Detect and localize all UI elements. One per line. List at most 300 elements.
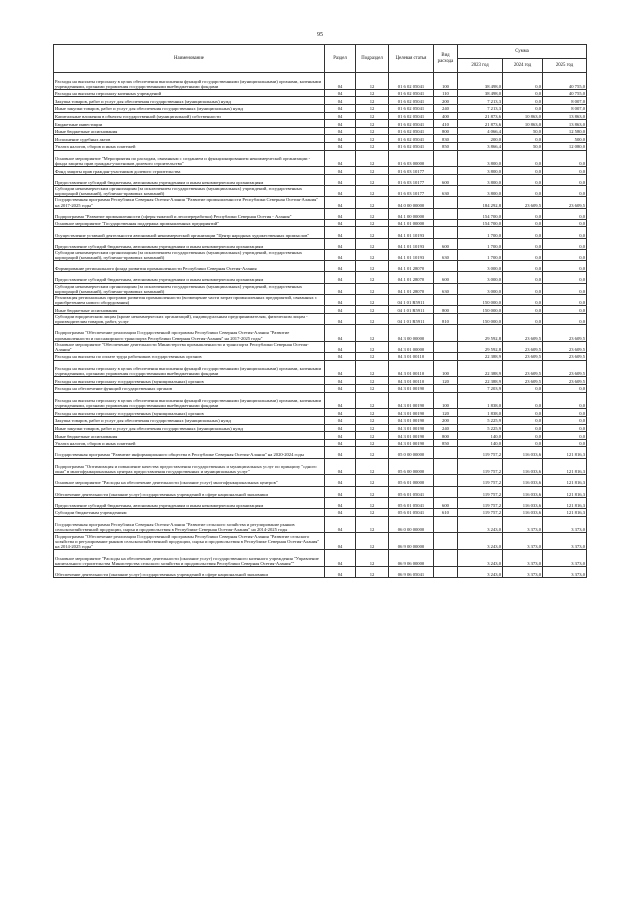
- row-section: 04: [325, 227, 356, 238]
- row-target: 04 1 00 00000: [389, 208, 434, 219]
- row-subsection: 12: [356, 353, 389, 361]
- row-2025: 40 755,0: [543, 73, 587, 90]
- row-2023: 22 388,9: [458, 360, 503, 377]
- row-2025: 0,0: [543, 385, 587, 393]
- row-2025: 8 007,0: [543, 97, 587, 105]
- row-section: 04: [325, 341, 356, 352]
- row-section: 04: [325, 197, 356, 208]
- row-2024: 0,0: [503, 150, 543, 167]
- row-subsection: 12: [356, 508, 389, 516]
- row-name: Расходы на выплаты персоналу государственных (муниципальных) органов: [54, 409, 325, 417]
- row-subsection: 12: [356, 272, 389, 283]
- table-row: [54, 174, 587, 185]
- row-name: Иные закупки товаров, работ и услуг для обеспечения государственных (муниципальных) нужд: [54, 104, 325, 112]
- table-row: [54, 550, 587, 567]
- row-2025: 23 609,5: [543, 324, 587, 341]
- table-row: [54, 150, 587, 167]
- row-2024: 0,0: [503, 227, 543, 238]
- row-name: Субсидии некоммерческим организациям (за исключением государственных (муниципальных) учреждений, государственных корпораций (компаний), публично-правовых компаний): [54, 186, 325, 197]
- row-name: Расходы на выплаты по оплате труда работников государственных органов: [54, 353, 325, 361]
- row-target: 04 3 01 00190: [389, 385, 434, 393]
- row-2024: 116 033,6: [503, 458, 543, 475]
- row-section: 04: [325, 475, 356, 486]
- row-2025: 3 373,0: [543, 516, 587, 533]
- row-2025: 0,0: [543, 261, 587, 272]
- row-section: 04: [325, 73, 356, 90]
- row-section: 04: [325, 272, 356, 283]
- row-type: [434, 261, 458, 272]
- row-type: 240: [434, 424, 458, 432]
- row-2025: 0,0: [543, 167, 587, 175]
- table-row: [54, 186, 587, 197]
- row-2023: 3 243,0: [458, 566, 503, 577]
- row-section: 04: [325, 89, 356, 97]
- header-target: Целевая статья: [389, 45, 434, 73]
- row-section: 04: [325, 294, 356, 305]
- row-2025: 0,0: [543, 150, 587, 167]
- row-section: 04: [325, 167, 356, 175]
- row-target: 04 0 00 00000: [389, 197, 434, 208]
- row-2023: 21 873,6: [458, 112, 503, 120]
- row-2024: 0,0: [503, 104, 543, 112]
- row-2024: 116 033,6: [503, 508, 543, 516]
- row-subsection: 12: [356, 439, 389, 447]
- row-type: [434, 550, 458, 567]
- row-2024: 0,0: [503, 313, 543, 324]
- row-name: Фонд защиты прав граждан-участников долевого строительства: [54, 167, 325, 175]
- row-2025: 13 863,0: [543, 120, 587, 128]
- table-row: [54, 120, 587, 128]
- row-type: 110: [434, 89, 458, 97]
- row-section: 04: [325, 486, 356, 497]
- row-name: Предоставление субсидий бюджетным, автономным учреждениям и иным некоммерческим организациям: [54, 272, 325, 283]
- table-body: [54, 73, 587, 578]
- row-section: 04: [325, 186, 356, 197]
- row-section: 04: [325, 120, 356, 128]
- row-2024: 0,0: [503, 186, 543, 197]
- row-section: 04: [325, 142, 356, 150]
- row-target: 04 3 01 00190: [389, 432, 434, 440]
- row-name: Основное мероприятие "Государственная поддержка промышленных предприятий": [54, 219, 325, 227]
- row-section: 04: [325, 249, 356, 260]
- row-type: [434, 353, 458, 361]
- row-2024: 23 609,5: [503, 353, 543, 361]
- row-type: [434, 486, 458, 497]
- table-row: [54, 227, 587, 238]
- row-2025: 3 373,0: [543, 566, 587, 577]
- row-2024: 0,0: [503, 167, 543, 175]
- row-name: Реализация региональных программ развития промышленности (возмещение части затрат промышленных предприятий, связанных с приобретением нового оборудования): [54, 294, 325, 305]
- row-section: 04: [325, 174, 356, 185]
- table-row: [54, 566, 587, 577]
- row-name: Государственная программа Республики Северная Осетия-Алания "Развитие промышленности Республики Северная Осетия-Алания" на 2017-2025 годы": [54, 197, 325, 208]
- row-section: 04: [325, 566, 356, 577]
- table-row: [54, 219, 587, 227]
- table-row: [54, 261, 587, 272]
- row-2024: 0,0: [503, 432, 543, 440]
- row-section: 04: [325, 508, 356, 516]
- row-2025: 23 609,5: [543, 377, 587, 385]
- row-section: 04: [325, 533, 356, 550]
- row-target: 06 9 00 00000: [389, 533, 434, 550]
- row-target: 04 3 01 00190: [389, 439, 434, 447]
- row-2024: 0,0: [503, 272, 543, 283]
- row-name: Основное мероприятие "Мероприятия по расходам, связанным с созданием и функционированием некоммерческой организации - фонда защиты прав граждан-участников долевого строительства": [54, 150, 325, 167]
- row-2024: 23 609,5: [503, 197, 543, 208]
- row-subsection: 12: [356, 409, 389, 417]
- row-type: [434, 227, 458, 238]
- row-section: 04: [325, 283, 356, 294]
- row-2024: 50,0: [503, 127, 543, 135]
- row-2023: 7 213,3: [458, 104, 503, 112]
- table-row: [54, 353, 587, 361]
- row-section: 04: [325, 424, 356, 432]
- row-name: Предоставление субсидий бюджетным, автономным учреждениям и иным некоммерческим организациям: [54, 497, 325, 508]
- row-2023: 119 757,2: [458, 475, 503, 486]
- row-2023: 119 757,2: [458, 508, 503, 516]
- row-subsection: 12: [356, 392, 389, 409]
- row-2024: 23 609,5: [503, 377, 543, 385]
- row-subsection: 12: [356, 497, 389, 508]
- row-2025: 40 755,0: [543, 89, 587, 97]
- row-2025: 0,0: [543, 416, 587, 424]
- row-name: Предоставление субсидий бюджетным, автономным учреждениям и иным некоммерческим организациям: [54, 174, 325, 185]
- row-name: Капитальные вложения в объекты государственной (муниципальной) собственности: [54, 112, 325, 120]
- row-2023: 5 225,9: [458, 416, 503, 424]
- row-2023: 22 388,9: [458, 377, 503, 385]
- row-2024: 0,0: [503, 135, 543, 143]
- row-type: 800: [434, 432, 458, 440]
- row-target: 04 3 01 00190: [389, 424, 434, 432]
- row-name: Расходы на выплаты персоналу государственных (муниципальных) органов: [54, 377, 325, 385]
- row-2023: 3 800,0: [458, 174, 503, 185]
- row-2025: 121 816,3: [543, 486, 587, 497]
- row-2023: 154 700,0: [458, 208, 503, 219]
- table-row: [54, 475, 587, 486]
- row-subsection: 12: [356, 424, 389, 432]
- header-sum: Сумма: [458, 45, 587, 59]
- row-2024: 0,0: [503, 392, 543, 409]
- row-2025: 121 816,3: [543, 475, 587, 486]
- row-2023: 154 700,0: [458, 219, 503, 227]
- table-row: [54, 142, 587, 150]
- row-target: 01 6 02 05041: [389, 104, 434, 112]
- page-number: 95: [317, 32, 323, 38]
- row-2024: 10 863,0: [503, 120, 543, 128]
- row-2025: 0,0: [543, 272, 587, 283]
- row-section: 04: [325, 104, 356, 112]
- row-type: [434, 197, 458, 208]
- row-subsection: 12: [356, 97, 389, 105]
- row-target: 01 6 02 05041: [389, 127, 434, 135]
- row-target: 01 6 03 10177: [389, 167, 434, 175]
- row-2024: 0,0: [503, 97, 543, 105]
- row-name: Подпрограмма "Оптимизация и повышение качества предоставления государственных и муниципальных услуг по принципу "одного окна" в многофункциональных центрах предоставления государственных и муниципальных услуг": [54, 458, 325, 475]
- row-subsection: 12: [356, 324, 389, 341]
- table-row: [54, 360, 587, 377]
- row-2023: 3 800,0: [458, 186, 503, 197]
- row-subsection: 12: [356, 566, 389, 577]
- table-row: [54, 283, 587, 294]
- row-type: 800: [434, 306, 458, 314]
- row-subsection: 12: [356, 249, 389, 260]
- row-name: Субсидии бюджетным учреждениям: [54, 508, 325, 516]
- row-2024: 0,0: [503, 439, 543, 447]
- row-2025: 121 816,3: [543, 497, 587, 508]
- table-row: [54, 497, 587, 508]
- row-name: Расходы на обеспечение функций государственных органов: [54, 385, 325, 393]
- row-section: 04: [325, 416, 356, 424]
- row-2024: 0,0: [503, 73, 543, 90]
- row-2025: 0,0: [543, 227, 587, 238]
- table-row: [54, 392, 587, 409]
- row-subsection: 12: [356, 112, 389, 120]
- row-2025: 23 609,5: [543, 360, 587, 377]
- row-name: Обеспечение деятельности (оказание услуг) государственных учреждений в сфере национальной экономики: [54, 566, 325, 577]
- row-2023: 3 800,0: [458, 167, 503, 175]
- row-2024: 23 609,5: [503, 341, 543, 352]
- row-2023: 3 243,0: [458, 550, 503, 567]
- row-subsection: 12: [356, 197, 389, 208]
- row-subsection: 12: [356, 174, 389, 185]
- row-2025: 23 609,5: [543, 341, 587, 352]
- row-name: Бюджетные инвестиции: [54, 120, 325, 128]
- table-row: [54, 432, 587, 440]
- row-type: [434, 324, 458, 341]
- row-2025: 0,0: [543, 238, 587, 249]
- row-target: 05 6 01 05041: [389, 486, 434, 497]
- row-subsection: 12: [356, 186, 389, 197]
- row-subsection: 12: [356, 306, 389, 314]
- row-name: Закупка товаров, работ и услуг для обеспечения государственных (муниципальных) нужд: [54, 97, 325, 105]
- row-2024: 116 033,6: [503, 475, 543, 486]
- row-2023: 119 757,2: [458, 447, 503, 458]
- row-2023: 3 800,0: [458, 150, 503, 167]
- table-row: [54, 447, 587, 458]
- row-2023: 3 000,0: [458, 283, 503, 294]
- row-2024: 0,0: [503, 424, 543, 432]
- row-subsection: 12: [356, 360, 389, 377]
- table-row: [54, 89, 587, 97]
- row-2023: 1 838,0: [458, 392, 503, 409]
- row-subsection: 12: [356, 550, 389, 567]
- table-row: [54, 486, 587, 497]
- row-name: Формирование регионального фонда развития промышленности Республики Северная Осетия-Алания: [54, 261, 325, 272]
- row-2024: 0,0: [503, 283, 543, 294]
- row-2023: 1 700,0: [458, 227, 503, 238]
- row-target: 01 6 02 05041: [389, 73, 434, 90]
- row-2025: 12 080,0: [543, 142, 587, 150]
- row-target: 01 6 03 10177: [389, 186, 434, 197]
- row-2025: 0,0: [543, 313, 587, 324]
- row-subsection: 12: [356, 475, 389, 486]
- table-row: [54, 104, 587, 112]
- row-2023: 21 873,6: [458, 120, 503, 128]
- row-subsection: 12: [356, 89, 389, 97]
- row-2025: 0,0: [543, 392, 587, 409]
- row-subsection: 12: [356, 127, 389, 135]
- row-target: 04 3 01 00000: [389, 341, 434, 352]
- row-target: 04 1 01 R5911: [389, 313, 434, 324]
- row-2024: 116 033,6: [503, 497, 543, 508]
- row-target: 06 9 06 00000: [389, 550, 434, 567]
- row-type: 830: [434, 135, 458, 143]
- row-subsection: 12: [356, 313, 389, 324]
- row-name: Уплата налогов, сборов и иных платежей: [54, 142, 325, 150]
- row-subsection: 12: [356, 416, 389, 424]
- row-subsection: 12: [356, 104, 389, 112]
- row-2025: 3 373,0: [543, 533, 587, 550]
- row-type: 600: [434, 497, 458, 508]
- row-type: 600: [434, 238, 458, 249]
- row-section: 04: [325, 550, 356, 567]
- row-target: 04 3 00 00000: [389, 324, 434, 341]
- row-name: Иные бюджетные ассигнования: [54, 127, 325, 135]
- row-name: Подпрограмма "Обеспечение реализации Государственной программы Республики Северная Осетия-Алания "Развитие промышленности и пассажирского транспорта Республики Северная Осетия-Алания" на 2017-2025 годы": [54, 324, 325, 341]
- row-2024: 10 863,0: [503, 112, 543, 120]
- row-subsection: 12: [356, 447, 389, 458]
- row-name: Расходы на выплаты персоналу в целях обеспечения выполнения функций государственными (муниципальными) органами, казенными учреждениями, органами управления государственными внебюджетными фондами: [54, 73, 325, 90]
- row-name: Основное мероприятие "Расходы на обеспечение деятельности (оказание услуг) государственного казенного учреждения "Управление капитального строительства Министерства сельского хозяйства и продовольствия Республики Северная Осетия-Алания"": [54, 550, 325, 567]
- row-2023: 4 066,4: [458, 127, 503, 135]
- row-name: Государственная программа "Развитие информационного общества в Республике Северная Осетия-Алания" на 2020-2024 годы: [54, 447, 325, 458]
- row-section: 04: [325, 306, 356, 314]
- row-type: [434, 516, 458, 533]
- row-2025: 3 373,0: [543, 550, 587, 567]
- row-target: 01 6 02 05041: [389, 112, 434, 120]
- row-2024: 0,0: [503, 409, 543, 417]
- row-name: Обеспечение деятельности (оказание услуг) государственных учреждений в сфере национальной экономики: [54, 486, 325, 497]
- row-section: 04: [325, 360, 356, 377]
- row-2025: 0,0: [543, 432, 587, 440]
- table-row: [54, 409, 587, 417]
- table-row: [54, 112, 587, 120]
- table-row: [54, 377, 587, 385]
- row-name: Основное мероприятие "Обеспечение деятельности Министерства промышленности и транспорта Республики Северная Осетия-Алания": [54, 341, 325, 352]
- row-name: Основное мероприятие "Расходы на обеспечение деятельности (оказание услуг) многофункциональных центров": [54, 475, 325, 486]
- row-2023: 29 592,8: [458, 324, 503, 341]
- row-type: 200: [434, 97, 458, 105]
- row-2023: 3 000,0: [458, 261, 503, 272]
- row-target: 04 3 01 00110: [389, 360, 434, 377]
- table-row: [54, 458, 587, 475]
- row-2023: 5 225,9: [458, 424, 503, 432]
- row-type: 600: [434, 272, 458, 283]
- table-row: [54, 313, 587, 324]
- row-name: Расходы на выплаты персоналу в целях обеспечения выполнения функций государственными (муниципальными) органами, казенными учреждениями, органами управления государственными внебюджетными фондами: [54, 360, 325, 377]
- row-2025: 0,0: [543, 294, 587, 305]
- row-section: 04: [325, 238, 356, 249]
- row-type: 610: [434, 508, 458, 516]
- table-row: [54, 272, 587, 283]
- row-2024: 0,0: [503, 89, 543, 97]
- row-type: 100: [434, 360, 458, 377]
- row-target: 06 9 06 05041: [389, 566, 434, 577]
- row-section: 04: [325, 458, 356, 475]
- row-type: 400: [434, 112, 458, 120]
- row-2023: 119 757,2: [458, 458, 503, 475]
- table-row: [54, 73, 587, 90]
- row-2025: 23 609,5: [543, 353, 587, 361]
- row-target: 06 0 00 00000: [389, 516, 434, 533]
- row-type: 800: [434, 127, 458, 135]
- row-type: 600: [434, 174, 458, 185]
- row-name: Подпрограмма "Развитие промышленности (сферы тяжелой и лесопереработки) Республики Северная Осетия - Алания": [54, 208, 325, 219]
- row-section: 04: [325, 392, 356, 409]
- row-section: 04: [325, 313, 356, 324]
- row-2025: 8 007,0: [543, 104, 587, 112]
- row-name: Иные бюджетные ассигнования: [54, 306, 325, 314]
- row-subsection: 12: [356, 283, 389, 294]
- row-2023: 150 000,0: [458, 306, 503, 314]
- row-type: [434, 208, 458, 219]
- row-2025: 12 580,0: [543, 127, 587, 135]
- row-type: [434, 447, 458, 458]
- row-subsection: 12: [356, 150, 389, 167]
- table-row: [54, 97, 587, 105]
- table-row: [54, 416, 587, 424]
- row-type: 630: [434, 186, 458, 197]
- row-2024: 3 373,0: [503, 566, 543, 577]
- row-2024: 50,0: [503, 142, 543, 150]
- row-target: 05 6 01 05041: [389, 508, 434, 516]
- row-type: 850: [434, 142, 458, 150]
- row-name: Субсидии некоммерческим организациям (за исключением государственных (муниципальных) учреждений, государственных корпораций (компаний), публично-правовых компаний): [54, 249, 325, 260]
- row-type: 200: [434, 416, 458, 424]
- row-name: Закупка товаров, работ и услуг для обеспечения государственных (муниципальных) нужд: [54, 416, 325, 424]
- row-2023: 200,0: [458, 135, 503, 143]
- table-row: [54, 516, 587, 533]
- row-2025: 121 816,3: [543, 447, 587, 458]
- table-row: [54, 135, 587, 143]
- row-section: 04: [325, 150, 356, 167]
- row-subsection: 12: [356, 208, 389, 219]
- row-2023: 150 000,0: [458, 294, 503, 305]
- row-target: 01 6 02 05041: [389, 120, 434, 128]
- header-2025: 2025 год: [543, 59, 587, 73]
- row-target: 04 1 01 28070: [389, 283, 434, 294]
- row-2024: 0,0: [503, 174, 543, 185]
- row-subsection: 12: [356, 135, 389, 143]
- row-2023: 3 243,0: [458, 516, 503, 533]
- row-2025: 0,0: [543, 174, 587, 185]
- row-2024: 0,0: [503, 208, 543, 219]
- row-section: 04: [325, 97, 356, 105]
- row-2023: 3 000,0: [458, 272, 503, 283]
- row-type: 120: [434, 377, 458, 385]
- row-2024: 0,0: [503, 219, 543, 227]
- header-name: Наименование: [54, 45, 325, 73]
- row-subsection: 12: [356, 238, 389, 249]
- row-2025: 500,0: [543, 135, 587, 143]
- row-subsection: 12: [356, 486, 389, 497]
- row-target: 04 1 01 R5911: [389, 294, 434, 305]
- row-2024: 3 373,0: [503, 516, 543, 533]
- row-name: Иные закупки товаров, работ и услуг для обеспечения государственных (муниципальных) нужд: [54, 424, 325, 432]
- row-2024: 116 033,6: [503, 447, 543, 458]
- row-section: 04: [325, 261, 356, 272]
- row-section: 04: [325, 447, 356, 458]
- row-subsection: 12: [356, 120, 389, 128]
- row-target: 04 3 01 00190: [389, 392, 434, 409]
- row-2025: 0,0: [543, 439, 587, 447]
- row-type: 120: [434, 409, 458, 417]
- row-section: 04: [325, 385, 356, 393]
- row-2025: 0,0: [543, 283, 587, 294]
- table-row: [54, 439, 587, 447]
- row-target: 04 1 01 28070: [389, 272, 434, 283]
- row-2023: 1 700,0: [458, 238, 503, 249]
